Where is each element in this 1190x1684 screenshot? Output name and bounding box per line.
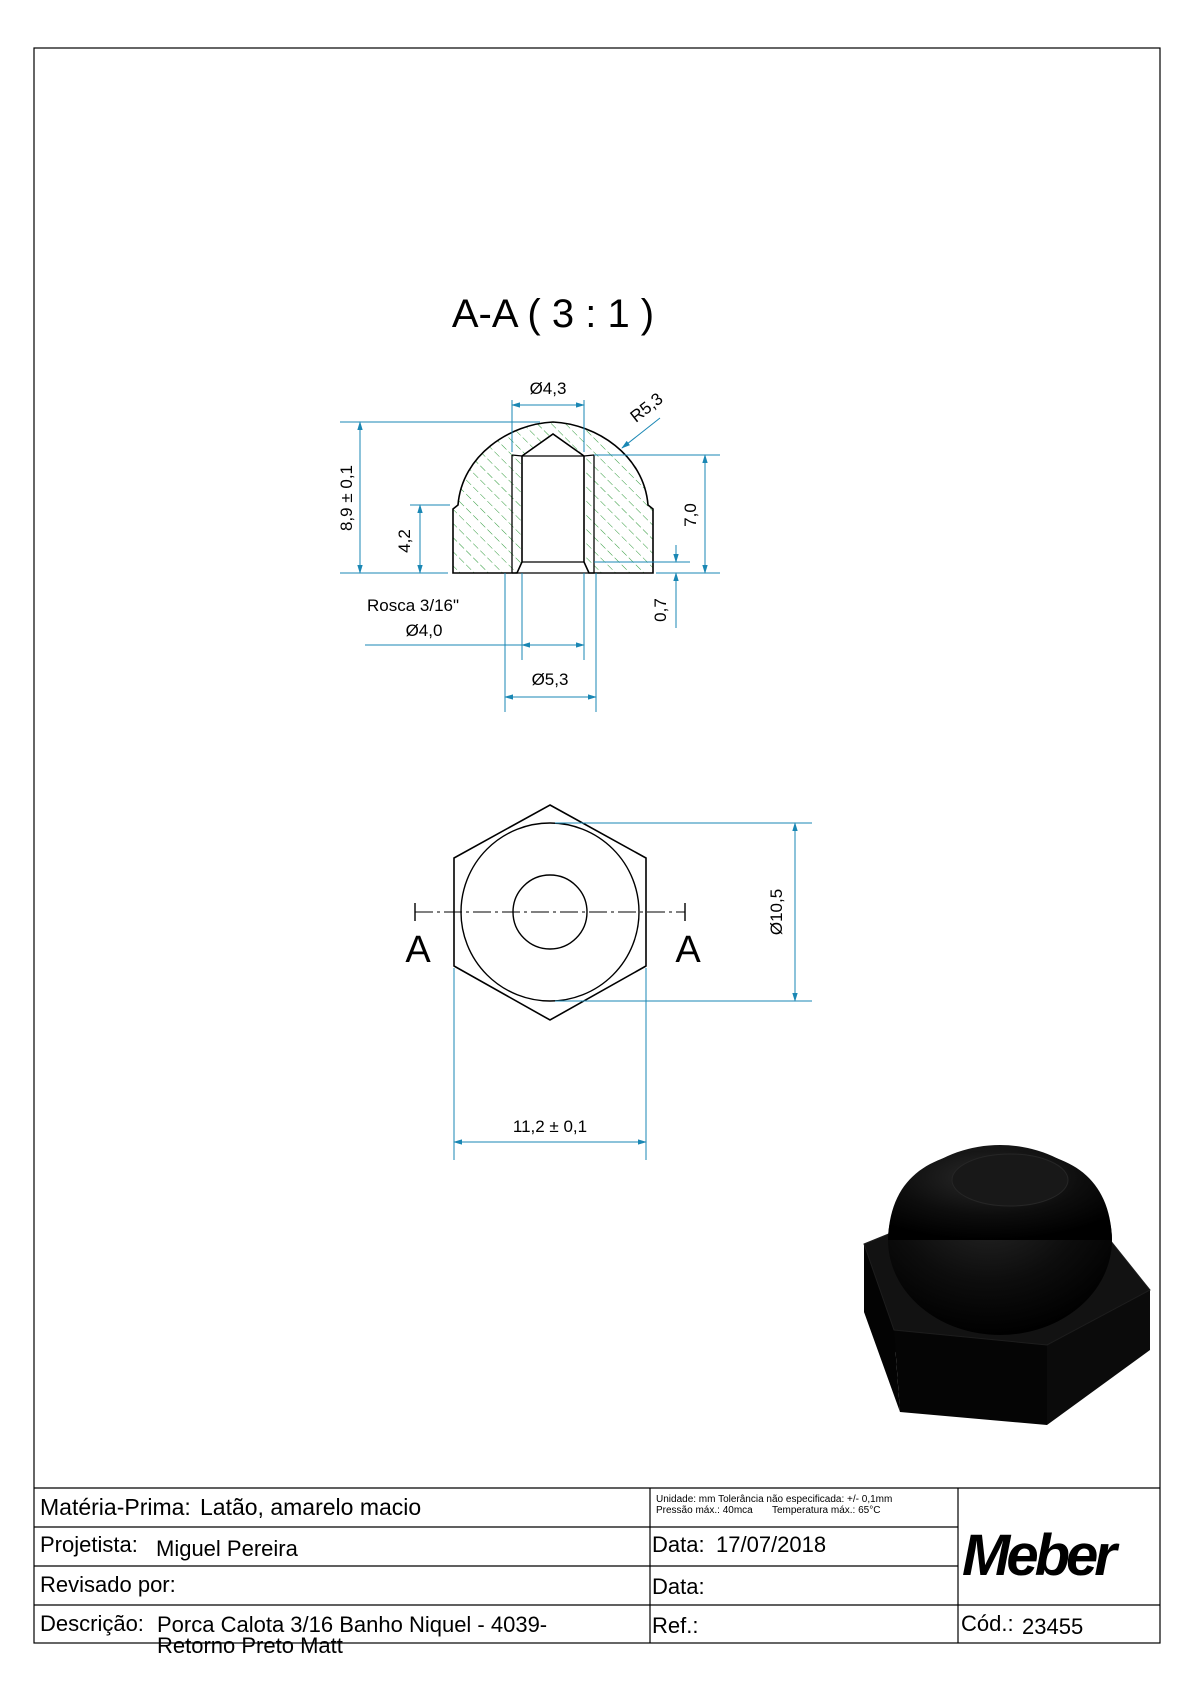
dim-bottom-gap: 0,7 — [651, 598, 670, 622]
section-label-right: A — [675, 929, 701, 971]
description-label: Descrição: — [40, 1611, 144, 1636]
product-render — [864, 1145, 1150, 1425]
dim-bottom-dia: Ø5,3 — [531, 670, 569, 689]
designer-value: Miguel Pereira — [156, 1536, 298, 1561]
top-view-dimensions — [454, 823, 812, 1160]
bore — [512, 455, 594, 573]
dim-top-hole: Ø4,3 — [529, 379, 567, 398]
top-view-dimension-labels — [513, 889, 786, 1136]
date-label: Data: — [652, 1532, 705, 1557]
reviewed-label: Revisado por: — [40, 1572, 176, 1597]
date2-label: Data: — [652, 1574, 705, 1599]
date-value: 17/07/2018 — [716, 1532, 827, 1557]
notes-line1: Unidade: mm Tolerância não especificada: +/- 0,1mm — [656, 1494, 893, 1505]
code-label: Cód.: — [961, 1611, 1014, 1636]
dim-hex-width: 11,2 ± 0,1 — [512, 1117, 588, 1136]
section-title: A-A ( 3 : 1 ) — [451, 292, 655, 336]
code-value: 23455 — [1022, 1614, 1084, 1639]
dim-hex-height: 4,2 — [395, 529, 414, 553]
section-label-left: A — [405, 929, 431, 971]
dim-dome-radius: R5,3 — [626, 389, 667, 427]
dim-total-height: 8,9 ± 0,1 — [337, 464, 356, 532]
meber-logo: Meber — [962, 1523, 1113, 1588]
dim-outer-dia: Ø10,5 — [767, 888, 786, 936]
material-value: Latão, amarelo macio — [200, 1494, 422, 1520]
dim-thread-dia: Ø4,0 — [405, 621, 443, 640]
notes-line2: Pressão máx.: 40mca Temperatura máx.: 65°C — [656, 1505, 881, 1516]
designer-label: Projetista: — [40, 1532, 138, 1557]
material-label: Matéria-Prima: — [40, 1494, 191, 1520]
section-body-hatched — [453, 422, 653, 573]
description-line2: Retorno Preto Matt — [157, 1633, 343, 1658]
dim-bore-depth: 7,0 — [681, 503, 700, 527]
dim-thread-label: Rosca 3/16" — [366, 596, 460, 615]
description-line1: Porca Calota 3/16 Banho Niquel - 4039- — [157, 1612, 548, 1637]
section-view — [453, 422, 653, 573]
top-view — [415, 805, 685, 1020]
ref-label: Ref.: — [652, 1613, 699, 1638]
